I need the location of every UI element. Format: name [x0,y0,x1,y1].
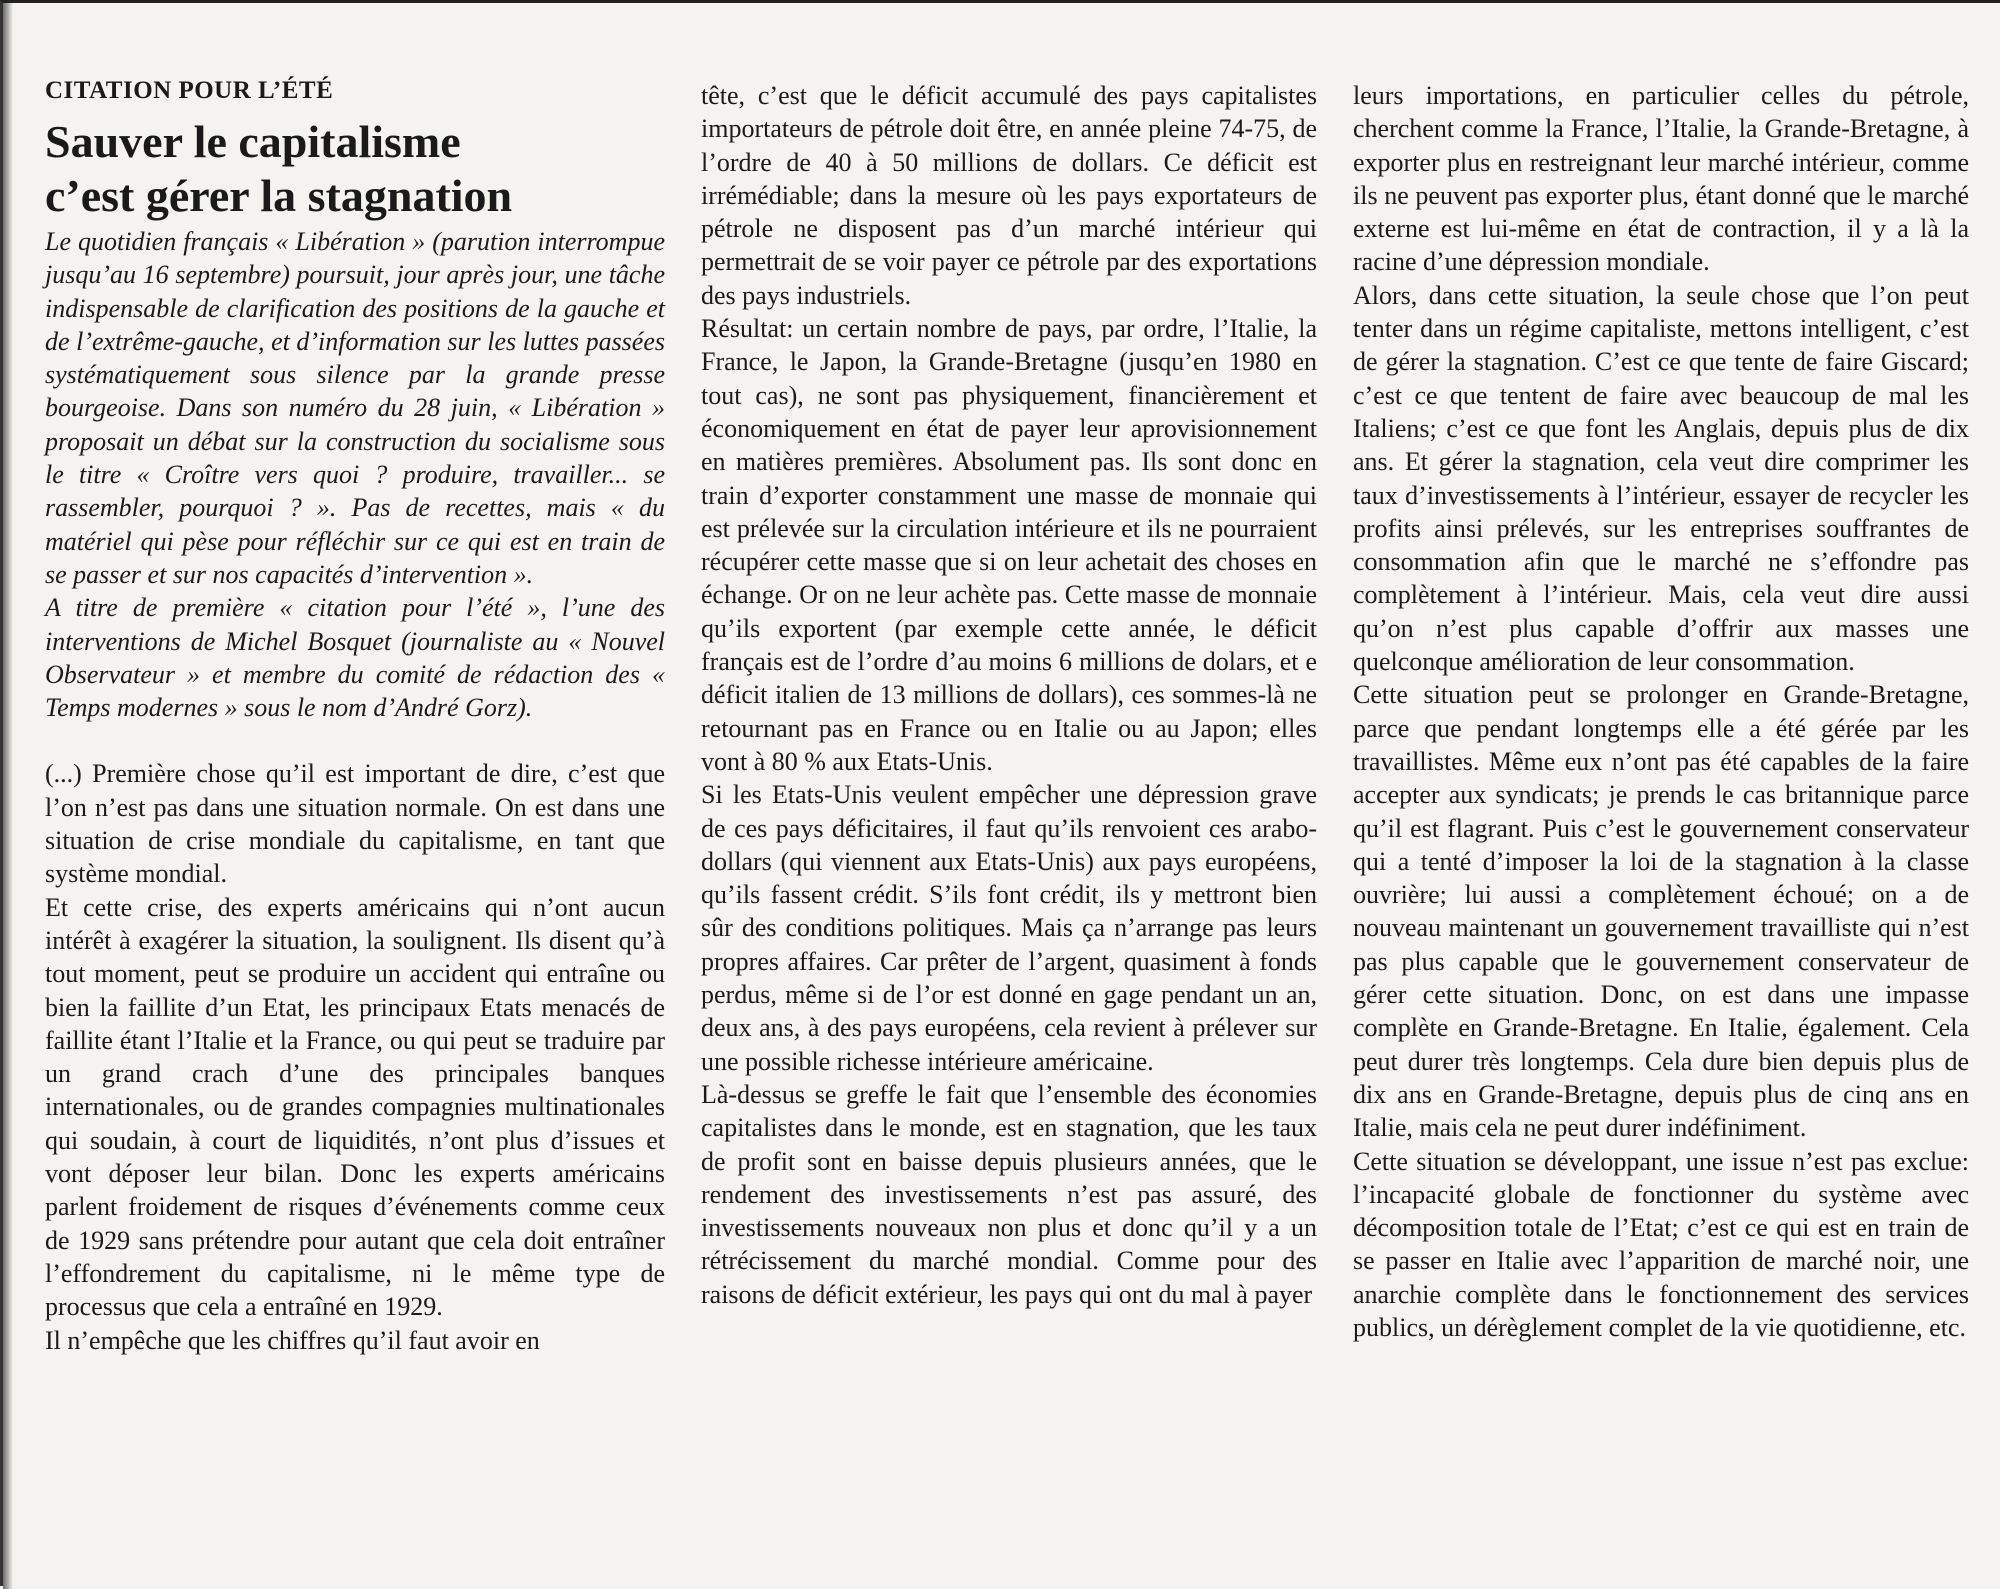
intro-paragraph: A titre de première « citation pour l’été », l’une des interventions de Michel Bosquet (journaliste au « Nouvel Observateur » et membre du comité de rédaction des « Temps modernes » sous le nom d’André Gorz). [45,593,665,723]
body-paragraph: Si les Etats-Unis veulent empêcher une dépression grave de ces pays déficitaires, il faut qu’ils renvoient ces arabo-dollars (qui viennent aux Etats-Unis) aux pays européens, qu’ils fassent crédit. S’ils font crédit, ils y mettront bien sûr des conditions politiques. Mais ça n’arrange pas leurs propres affaires. Car prêter de l’argent, quasiment à fonds perdus, même si de l’or est donné en gage pendant un an, deux ans, à des pays européens, cela revient à prélever sur une possible richesse intérieure américaine. [701,780,1317,1076]
body-paragraph: tête, c’est que le déficit accumulé des pays capitalistes importateurs de pétrole doit être, en année pleine 74-75, de l’ordre de 40 à 50 millions de dollars. Ce déficit est irrémédiable; dans la mesure où les pays exportateurs de pétrole ne disposent pas d’un marché intérieur qui permettrait de se voir payer ce pétrole par des exportations des pays industriels. [701,81,1317,310]
section-gap [45,724,665,757]
body-paragraph: Il n’empêche que les chiffres qu’il faut avoir en [45,1325,540,1355]
article-intro [45,225,665,724]
body-paragraph: leurs importations, en particulier celles du pétrole, cherchent comme la France, l’Italie, la Grande-Bretagne, à exporter plus en restreignant leur marché intérieur, comme ils ne peuvent pas exporter plus, étant donné que le marché externe est lui-même en état de contraction, il y a là la racine d’une dépression mondiale. [1353,81,1969,277]
column-3 [1353,79,1969,1344]
body-paragraph: Alors, dans cette situation, la seule chose que l’on peut tenter dans un régime capitaliste, mettons intelligent, c’est de gérer la stagnation. C’est ce que tente de faire Giscard; c’est ce que tentent de faire avec beaucoup de mal les Italiens; c’est ce que font les Anglais, depuis plus de dix ans. Et gérer la stagnation, cela veut dire comprimer les taux d’investissements à l’intérieur, essayer de recycler les profits ainsi prélevés, sur les entreprises souffrantes de consommation afin que le marché ne s’effondre pas complètement à l’intérieur. Mais, cela veut dire aussi qu’on n’est plus capable d’offrir aux masses une quelconque amélioration de leur consommation. [1353,280,1969,677]
body-paragraph: Cette situation se développant, une issue n’est pas exclue: l’incapacité globale de fonctionner du système avec décomposition totale de l’Etat; c’est ce qui est en train de se passer en Italie avec l’apparition de marché noir, une anarchie complète dans le fonctionnement des services publics, un dérèglement complet de la vie quotidienne, etc. [1353,1146,1969,1342]
headline-line-2: c’est gérer la stagnation [45,170,513,221]
body-paragraph: Résultat: un certain nombre de pays, par ordre, l’Italie, la France, le Japon, la Grande-Bretagne (jusqu’en 1980 en tout cas), ne sont pas physiquement, financièrement et économiquement en état de payer leur aprovisionnement en matières premières. Absolument pas. Ils sont donc en train d’exporter constamment une masse de monnaie qui est prélevée sur la circulation intérieure et ils ne pourraient récupérer cette masse que si on leur achetait des choses en échange. Or on ne leur achète pas. Cette masse de monnaie qu’ils exportent (par exemple cette année, le déficit français est de l’ordre d’au moins 6 millions de dolars, et e déficit italien de 13 millions de dollars), ces sommes-là ne retournant pas en France ou en Italie ou au Japon; elles vont à 80 % aux Etats-Unis. [701,314,1317,776]
column-2 [701,79,1317,1311]
body-paragraph: Et cette crise, des experts américains qui n’ont aucun intérêt à exagérer la situation, la soulignent. Ils disent qu’à tout moment, peut se produire un accident qui entraîne ou bien la faillite d’un Etat, les principaux Etats menacés de faillite étant l’Italie et la France, ou qui peut se traduire par un grand crach d’une des principales banques internationales, ou de grandes compagnies multinationales qui soudain, à court de liquidités, n’ont plus d’issues et vont déposer leur bilan. Donc les experts américains parlent froidement de risques d’événements comme ceux de 1929 sans prétendre pour autant que cela doit entraîner l’effondrement du capitalisme, ni le même type de processus que cela a entraîné en 1929. [45,892,665,1322]
body-paragraph: (...) Première chose qu’il est important de dire, c’est que l’on n’est pas dans une situation normale. On est dans une situation de crise mondiale du capitalisme, en tant que système mondial. [45,759,665,889]
article-headline [45,115,665,223]
body-paragraph: Là-dessus se greffe le fait que l’ensemble des économies capitalistes dans le monde, est en stagnation, que les taux de profit sont en baisse depuis plusieurs années, que le rendement des investissements n’est pas assuré, des investissements nouveaux non plus et donc qu’il y a un rétrécissement du marché mondial. Comme pour des raisons de déficit extérieur, les pays qui ont du mal à payer [701,1079,1317,1309]
intro-paragraph: Le quotidien français « Libération » (parution interrompue jusqu’au 16 septembre) poursuit, jour après jour, une tâche indispensable de clarification des positions de la gauche et de l’extrême-gauche, et d’information sur les luttes passées systématiquement sous silence par la grande presse bourgeoise. Dans son numéro du 28 juin, « Libération » proposait un débat sur la construction du socialisme sous le titre « Croître vers quoi ? produire, travailler... se rassembler, pourquoi ? ». Pas de recettes, mais « du matériel qui pèse pour réfléchir sur ce qui est en train de se passer et sur nos capacités d’intervention ». [45,227,665,589]
article-kicker: CITATION POUR L’ÉTÉ [45,77,334,104]
column-1 [45,73,665,1357]
headline-line-1: Sauver le capitalisme [45,116,461,167]
scan-edge-shadow [3,3,13,1589]
column-1-body [45,757,665,1356]
body-paragraph: Cette situation peut se prolonger en Grande-Bretagne, parce que pendant longtemps elle a été gérée par les travaillistes. Même eux n’ont pas été capables de la faire accepter aux syndicats; je prends le cas britannique parce qu’il est flagrant. Puis c’est le gouvernement conservateur qui a tenté d’imposer la loi de la stagnation à la classe ouvrière; lui aussi a complètement échoué; on a de nouveau maintenant un gouvernement travailliste qui n’est pas plus capable que le gouvernement conservateur de gérer cette situation. Donc, on est dans une impasse complète en Grande-Bretagne. En Italie, également. Cela peut durer très longtemps. Cela dure bien depuis plus de dix ans en Grande-Bretagne, depuis plus de cinq ans en Italie, mais cela ne peut durer indéfiniment. [1353,680,1969,1143]
